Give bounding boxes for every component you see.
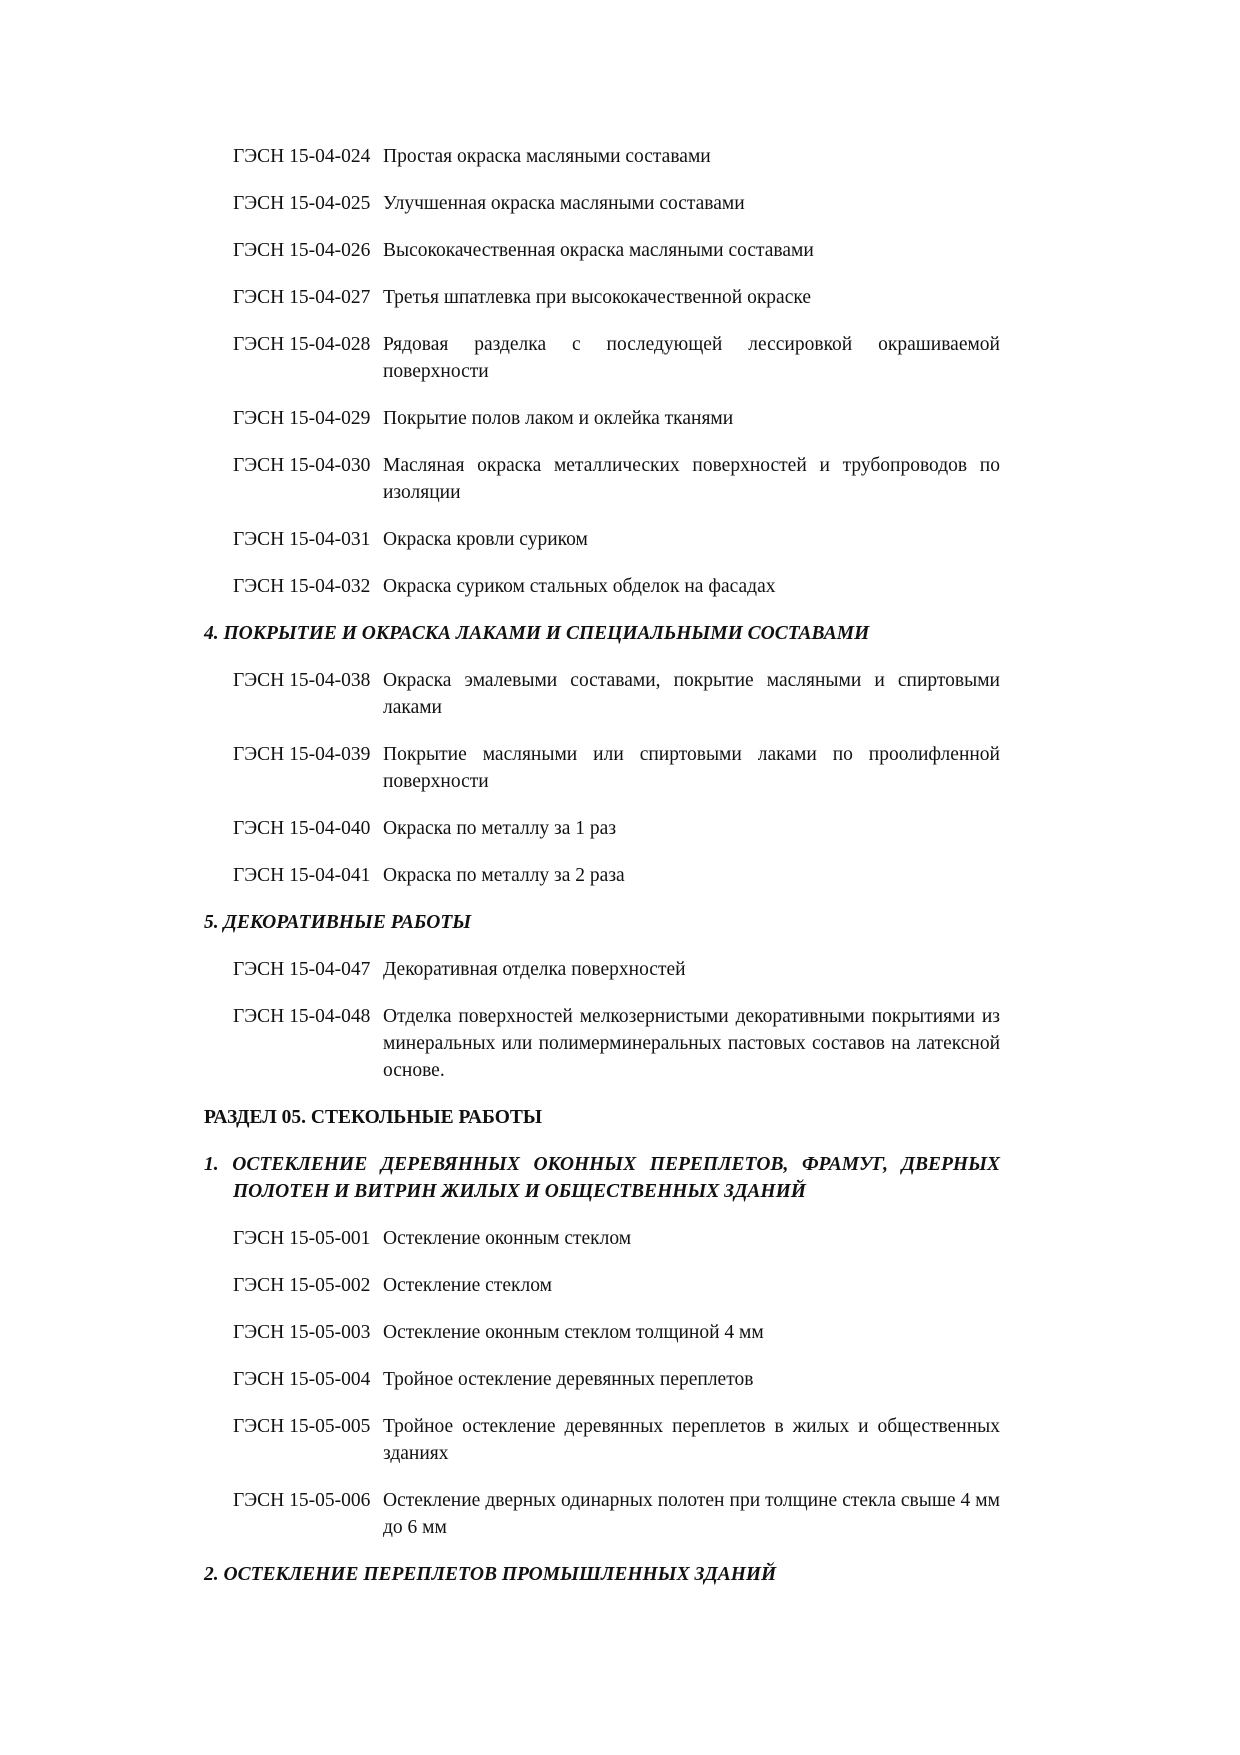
entry-text: Третья шпатлевка при высококачественной окраске <box>383 287 812 308</box>
entry-code: ГЭСН 15-04-031 <box>233 529 371 550</box>
entry-code: ГЭСН 15-05-006 <box>233 1490 371 1511</box>
entry-text: Окраска кровли суриком <box>383 529 588 550</box>
entry-text: Простая окраска масляными составами <box>383 146 711 167</box>
entry-code: ГЭСН 15-04-027 <box>233 287 371 308</box>
entry-code: ГЭСН 15-04-039 <box>233 744 371 765</box>
list-item <box>204 862 1000 889</box>
entry-text: Рядовая разделка с последующей лессировкой окрашиваемой поверхности <box>383 334 1000 382</box>
entry-text: Окраска суриком стальных обделок на фасадах <box>383 576 776 597</box>
entry-text: Окраска по металлу за 2 раза <box>383 865 625 886</box>
entry-code: ГЭСН 15-04-038 <box>233 670 371 691</box>
entry-code: ГЭСН 15-04-026 <box>233 240 371 261</box>
entries-group-lacquers <box>204 667 1000 889</box>
subsection-heading: 1. ОСТЕКЛЕНИЕ ДЕРЕВЯННЫХ ОКОННЫХ ПЕРЕПЛЕТОВ, ФРАМУГ, ДВЕРНЫХ ПОЛОТЕН И ВИТРИН ЖИЛЫХ И ОБЩЕСТВЕННЫХ ЗДАНИЙ <box>204 1154 1000 1202</box>
list-item <box>204 452 1000 506</box>
entry-text: Остекление стеклом <box>383 1275 552 1296</box>
entry-code: ГЭСН 15-04-041 <box>233 865 371 886</box>
entry-text: Высококачественная окраска масляными составами <box>383 240 814 261</box>
entries-group-painting-oil <box>204 143 1000 600</box>
list-item <box>204 1272 1000 1299</box>
entry-code: ГЭСН 15-04-048 <box>233 1006 371 1027</box>
entry-text: Остекление дверных одинарных полотен при толщине стекла свыше 4 мм до 6 мм <box>383 1490 1000 1538</box>
document-page <box>204 143 1000 1608</box>
entry-code: ГЭСН 15-05-001 <box>233 1228 371 1249</box>
list-item <box>204 815 1000 842</box>
entry-text: Масляная окраска металлических поверхностей и трубопроводов по изоляции <box>383 455 1000 503</box>
entries-group-glazing-residential <box>204 1225 1000 1541</box>
entry-text: Улучшенная окраска масляными составами <box>383 193 745 214</box>
section-heading: РАЗДЕЛ 05. СТЕКОЛЬНЫЕ РАБОТЫ <box>204 1107 543 1128</box>
list-item <box>204 143 1000 170</box>
entries-group-decorative <box>204 956 1000 1084</box>
list-item <box>204 1487 1000 1541</box>
entry-text: Покрытие полов лаком и оклейка тканями <box>383 408 734 429</box>
entry-code: ГЭСН 15-04-032 <box>233 576 371 597</box>
entry-text: Отделка поверхностей мелкозернистыми декоративными покрытиями из минеральных или полимерминеральных пастовых составов на латексной основе. <box>383 1006 1000 1081</box>
list-item <box>204 284 1000 311</box>
subsection-heading: 4. ПОКРЫТИЕ И ОКРАСКА ЛАКАМИ И СПЕЦИАЛЬНЫМИ СОСТАВАМИ <box>204 623 870 644</box>
list-item <box>204 405 1000 432</box>
entry-code: ГЭСН 15-05-004 <box>233 1369 371 1390</box>
list-item <box>204 1003 1000 1084</box>
entry-code: ГЭСН 15-04-024 <box>233 146 371 167</box>
entry-text: Окраска эмалевыми составами, покрытие масляными и спиртовыми лаками <box>383 670 1000 718</box>
entry-text: Покрытие масляными или спиртовыми лаками по проолифленной поверхности <box>383 744 1000 792</box>
entry-code: ГЭСН 15-04-047 <box>233 959 371 980</box>
list-item <box>204 573 1000 600</box>
list-item <box>204 237 1000 264</box>
list-item <box>204 526 1000 553</box>
list-item <box>204 331 1000 385</box>
list-item <box>204 667 1000 721</box>
entry-text: Тройное остекление деревянных переплетов в жилых и общественных зданиях <box>383 1416 1000 1464</box>
list-item <box>204 1225 1000 1252</box>
entry-text: Остекление оконным стеклом толщиной 4 мм <box>383 1322 764 1343</box>
entry-code: ГЭСН 15-05-003 <box>233 1322 371 1343</box>
list-item <box>204 1319 1000 1346</box>
entry-code: ГЭСН 15-05-005 <box>233 1416 371 1437</box>
entry-text: Тройное остекление деревянных переплетов <box>383 1369 754 1390</box>
entry-code: ГЭСН 15-05-002 <box>233 1275 371 1296</box>
entry-code: ГЭСН 15-04-040 <box>233 818 371 839</box>
entry-text: Остекление оконным стеклом <box>383 1228 632 1249</box>
entry-code: ГЭСН 15-04-028 <box>233 334 371 355</box>
list-item <box>204 190 1000 217</box>
list-item <box>204 1366 1000 1393</box>
subsection-heading: 5. ДЕКОРАТИВНЫЕ РАБОТЫ <box>204 912 472 933</box>
list-item <box>204 1413 1000 1467</box>
list-item <box>204 956 1000 983</box>
entry-code: ГЭСН 15-04-025 <box>233 193 371 214</box>
entry-text: Окраска по металлу за 1 раз <box>383 818 617 839</box>
entry-code: ГЭСН 15-04-030 <box>233 455 371 476</box>
entry-code: ГЭСН 15-04-029 <box>233 408 371 429</box>
list-item <box>204 741 1000 795</box>
subsection-heading: 2. ОСТЕКЛЕНИЕ ПЕРЕПЛЕТОВ ПРОМЫШЛЕННЫХ ЗДАНИЙ <box>204 1564 777 1585</box>
entry-text: Декоративная отделка поверхностей <box>383 959 686 980</box>
